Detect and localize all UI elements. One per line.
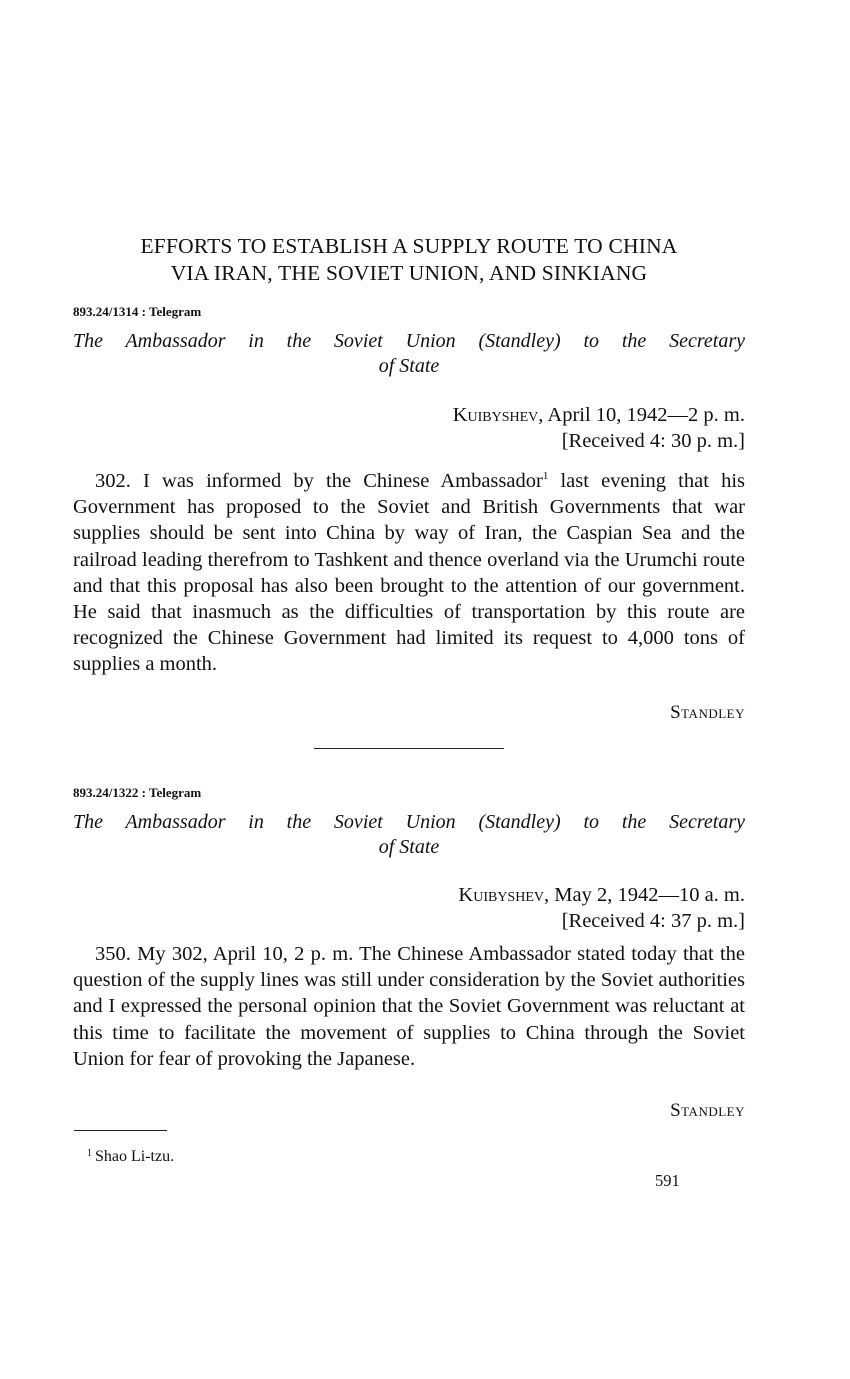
doc-type: Telegram [148,785,202,800]
doc-address [73,329,745,379]
page-number: 591 [655,1171,680,1190]
doc-address [73,810,745,860]
footnote-rule [74,1130,167,1131]
file-number: 893.24/1322 [73,785,139,800]
received-time: [Received 4: 30 p. m.] [561,429,745,452]
address-line-1: The Ambassador in the Soviet Union (Standley) to the Secretary [73,811,745,833]
body-text-start: 302. I was informed by the Chinese Ambassador [95,470,543,492]
file-number: 893.24/1314 [73,304,139,319]
date-time: , May 2, 1942—10 a. m. [544,884,745,906]
received-time: [Received 4: 37 p. m.] [561,909,745,932]
date-time: , April 10, 1942—2 p. m. [538,404,745,426]
signature: Standley [670,702,745,723]
heading-line-1: EFFORTS TO ESTABLISH A SUPPLY ROUTE TO CHINA [140,234,678,258]
address-line-2: of State [378,355,440,377]
body-text: 350. My 302, April 10, 2 p. m. The Chinese Ambassador stated today that the question of the supply lines was still under consideration by the Soviet authorities and I expressed the personal opinion that the Soviet Government was reluctant at this time to facilitate the movement of supplies to China through the Soviet Union for fear of provoking the Japanese. [73,943,745,1070]
section-heading [73,233,745,287]
telegram-body [73,941,745,1072]
address-line-1: The Ambassador in the Soviet Union (Standley) to the Secretary [73,330,745,352]
footnote-text: Shao Li-tzu. [95,1148,175,1165]
address-line-2: of State [378,836,440,858]
place: Kuibyshev [458,884,544,906]
dateline [453,403,745,454]
footnote-reference: 1 [542,470,549,482]
doc-file-number: 893.24/1322 : Telegram [73,785,202,800]
body-text-rest: last evening that his Government has proposed to the Soviet and British Governments that war supplies should be sent into China by way of Iran, the Caspian Sea and the railroad leading therefrom to Tashkent and thence overland via the Urumchi route and that this proposal has also been brought to the attention of our government. He said that inasmuch as the difficulties of transportation by this route are recognized the Chinese Government had limited its request to 4,000 tons of supplies a month. [73,470,745,676]
heading-line-2: VIA IRAN, THE SOVIET UNION, AND SINKIANG [170,261,648,285]
footnote [87,1148,174,1166]
footnote-number: 1 [87,1148,92,1159]
doc-file-number: 893.24/1314 : Telegram [73,304,202,319]
dateline [458,883,745,934]
telegram-body [73,463,745,678]
signature: Standley [670,1100,745,1121]
doc-type: Telegram [148,304,202,319]
place: Kuibyshev [452,404,539,426]
section-divider [314,748,504,749]
